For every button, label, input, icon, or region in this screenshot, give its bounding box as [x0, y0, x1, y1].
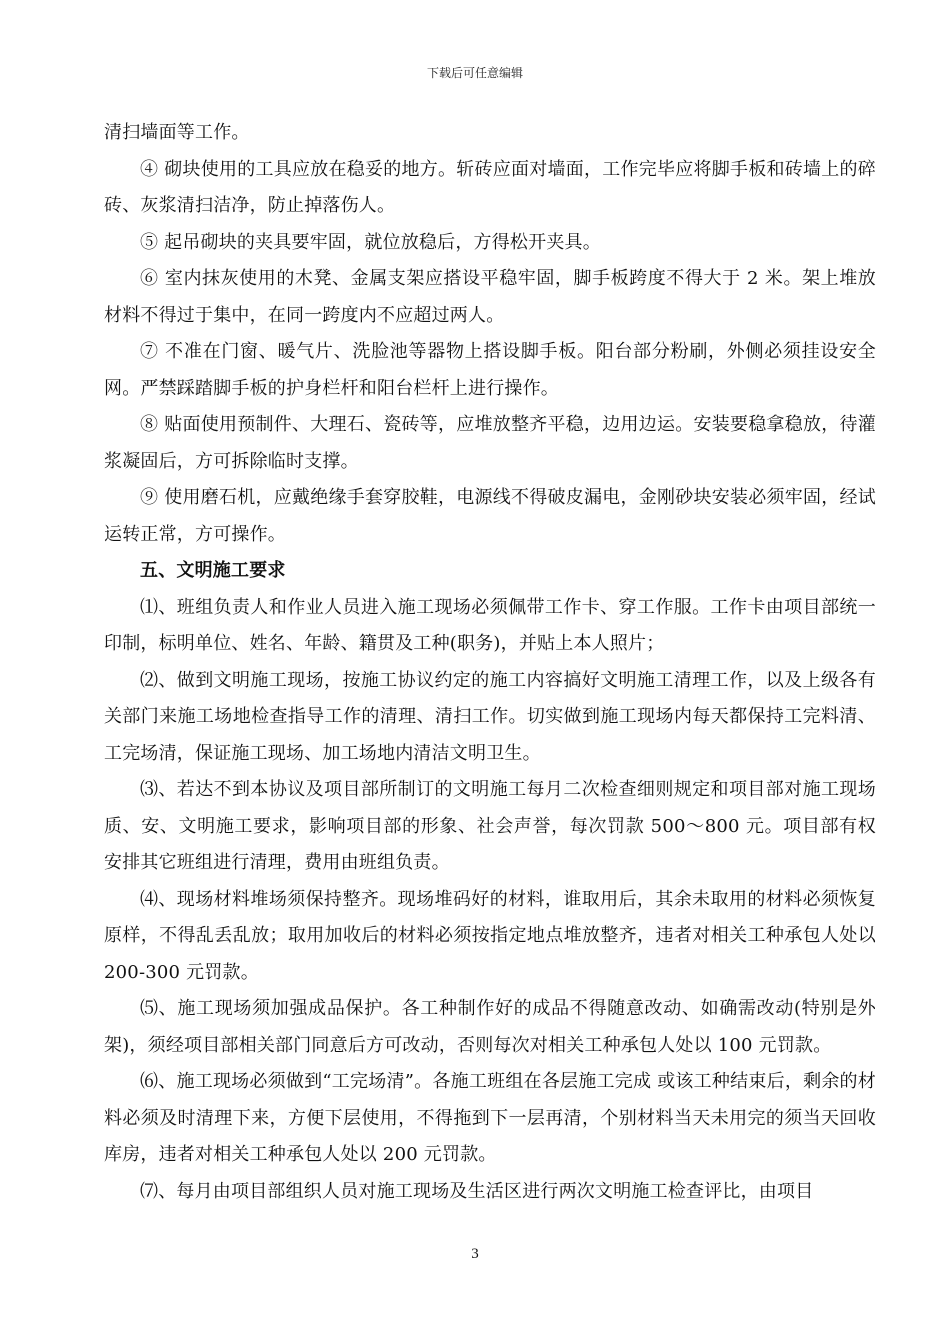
- paragraph-rule-6: ⑹、施工现场必须做到“工完场清”。各施工班组在各层施工完成 或该工种结束后，剩余的材料必须及时清理下来，方便下层使用，不得拖到下一层再清，个别材料当天未用完的须当天回收库房，违者对相关工种承包人处以 200 元罚款。: [104, 1071, 876, 1165]
- paragraph-item-7: ⑦ 不准在门窗、暖气片、洗脸池等器物上搭设脚手板。阳台部分粉刷，外侧必须挂设安全网。严禁踩踏脚手板的护身栏杆和阳台栏杆上进行操作。: [104, 341, 876, 399]
- paragraph-rule-3: ⑶、若达不到本协议及项目部所制订的文明施工每月二次检查细则规定和项目部对施工现场质、安、文明施工要求，影响项目部的形象、社会声誉，每次罚款 500～800 元。项目部有权安排其它班组进行清理，费用由班组负责。: [104, 779, 876, 873]
- page-number: 3: [471, 1246, 479, 1262]
- paragraph-item-6: ⑥ 室内抹灰使用的木凳、金属支架应搭设平稳牢固，脚手板跨度不得大于 2 米。架上堆放材料不得过于集中，在同一跨度内不应超过两人。: [104, 268, 876, 326]
- paragraph-item-8: ⑧ 贴面使用预制件、大理石、瓷砖等，应堆放整齐平稳，边用边运。安装要稳拿稳放，待灌浆凝固后，方可拆除临时支撑。: [104, 414, 876, 472]
- paragraph-item-9: ⑨ 使用磨石机，应戴绝缘手套穿胶鞋，电源线不得破皮漏电，金刚砂块安装必须牢固，经试运转正常，方可操作。: [104, 487, 876, 545]
- paragraph-rule-7: ⑺、每月由项目部组织人员对施工现场及生活区进行两次文明施工检查评比，由项目: [140, 1180, 814, 1202]
- paragraph-continuation: 清扫墙面等工作。: [104, 122, 250, 143]
- paragraph-rule-5: ⑸、施工现场须加强成品保护。各工种制作好的成品不得随意改动、如确需改动(特别是外架)，须经项目部相关部门同意后方可改动，否则每次对相关工种承包人处以 100 元罚款。: [104, 998, 876, 1056]
- paragraph-item-4: ④ 砌块使用的工具应放在稳妥的地方。斩砖应面对墙面，工作完毕应将脚手板和砖墙上的碎砖、灰浆清扫洁净，防止掉落伤人。: [104, 158, 876, 216]
- paragraph-rule-2: ⑵、做到文明施工现场，按施工协议约定的施工内容搞好文明施工清理工作，以及上级各有关部门来施工场地检查指导工作的清理、清扫工作。切实做到施工现场内每天都保持工完料清、工完场清，保证施工现场、加工场地内清洁文明卫生。: [104, 669, 876, 764]
- section-heading: 五、文明施工要求: [140, 560, 286, 581]
- paragraph-rule-4: ⑷、现场材料堆场须保持整齐。现场堆码好的材料，谁取用后，其余未取用的材料必须恢复原样，不得乱丢乱放；取用加收后的材料必须按指定地点堆放整齐，违者对相关工种承包人处以 200-300 元罚款。: [104, 888, 876, 983]
- paragraph-rule-1: ⑴、班组负责人和作业人员进入施工现场必须佩带工作卡、穿工作服。工作卡由项目部统一印制，标明单位、姓名、年龄、籍贯及工种(职务)，并贴上本人照片；: [104, 596, 876, 654]
- page-header: 下载后可任意编辑: [426, 66, 523, 80]
- document-body: [104, 115, 876, 1210]
- paragraph-item-5: ⑤ 起吊砌块的夹具要牢固，就位放稳后，方得松开夹具。: [140, 231, 601, 253]
